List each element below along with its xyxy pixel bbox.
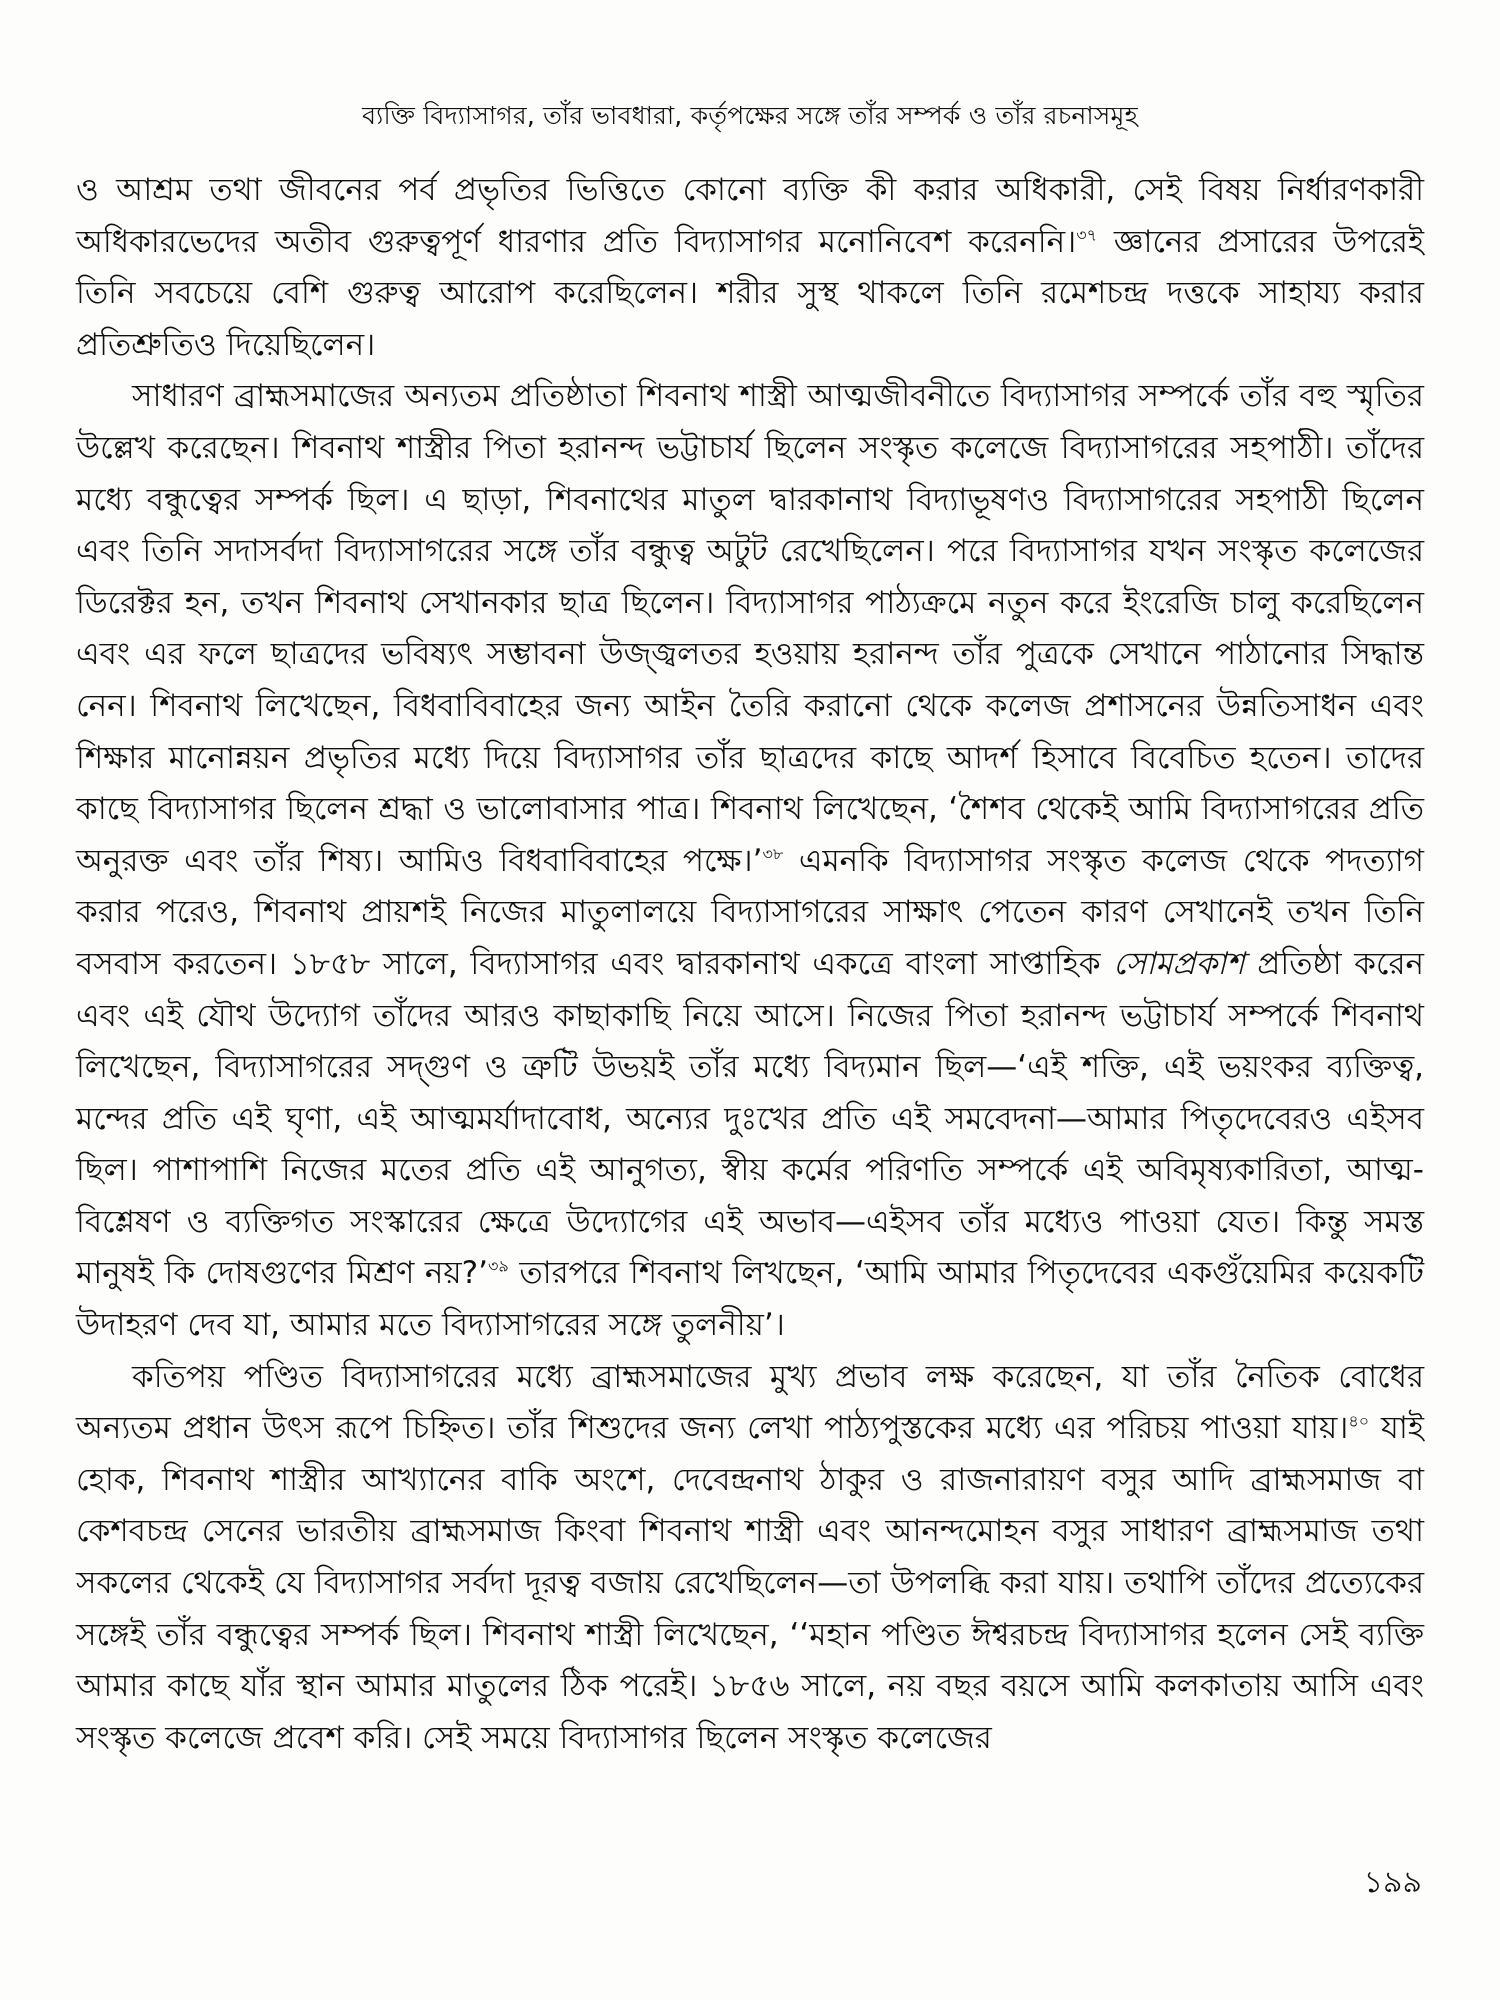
paragraph-text: কতিপয় পণ্ডিত বিদ্যাসাগরের মধ্যে ব্রাহ্মসমাজের মুখ্য প্রভাব লক্ষ করেছেন, যা তাঁর নৈতিক বোধের অন্যতম প্রধান উৎস রূপে চিহ্নিত। তাঁর শিশুদের জন্য লেখা পাঠ্যপুস্তকের মধ্যে এর পরিচয় পাওয়া যায়।: [76, 1358, 1424, 1447]
paragraph-text: তারপরে শিবনাথ লিখছেন, ‘আমি আমার পিতৃদেবের একগুঁয়েমির কয়েকটি উদাহরণ দেব যা, আমার মতে বিদ্যাসাগরের সঙ্গে তুলনীয়’।: [76, 1255, 1424, 1344]
paragraph-text: জ্ঞানের প্রসারের উপরেই তিনি সবচেয়ে বেশি গুরুত্ব আরোপ করেছিলেন। শরীর সুস্থ থাকলে তিনি রমেশচন্দ্র দত্তকে সাহায্য করার প্রতিশ্রুতিও দিয়েছিলেন।: [76, 223, 1424, 363]
body-text: [76, 165, 1424, 1764]
paragraph-text: প্রতিষ্ঠা করেন এবং এই যৌথ উদ্যোগ তাঁদের আরও কাছাকাছি নিয়ে আসে। নিজের পিতা হরানন্দ ভট্টাচার্য সম্পর্কে শিবনাথ লিখেছেন, বিদ্যাসাগরের সদ্‌গুণ ও ত্রুটি উভয়ই তাঁর মধ্যে বিদ্যমান ছিল—‘এই শক্তি, এই ভয়ংকর ব্যক্তিত্ব, মন্দের প্রতি এই ঘৃণা, এই আত্মমর্যাদাবোধ, অন্যের দুঃখের প্রতি এই সমবেদনা—আমার পিতৃদেবেরও এইসব ছিল। পাশাপাশি নিজের মতের প্রতি এই আনুগত্য, স্বীয় কর্মের পরিণতি সম্পর্কে এই অবিমৃষ্যকারিতা, আত্ম-বিশ্লেষণ ও ব্যক্তিগত সংস্কারের ক্ষেত্রে উদ্যোগের এই অভাব—এইসব তাঁর মধ্যেও পাওয়া যেত। কিন্তু সমস্ত মানুষই কি দোষগুণের মিশ্রণ নয়?’: [76, 945, 1424, 1292]
footnote-ref-37: ৩৭: [1076, 225, 1098, 245]
paragraph-1: [76, 165, 1424, 371]
paragraph-text: যাই হোক, শিবনাথ শাস্ত্রীর আখ্যানের বাকি অংশে, দেবেন্দ্রনাথ ঠাকুর ও রাজনারায়ণ বসুর আদি ব্রাহ্মসমাজ বা কেশবচন্দ্র সেনের ভারতীয় ব্রাহ্মসমাজ কিংবা শিবনাথ শাস্ত্রী এবং আনন্দমোহন বসুর সাধারণ ব্রাহ্মসমাজ তথা সকলের থেকেই যে বিদ্যাসাগর সর্বদা দূরত্ব বজায় রেখেছিলেন—তা উপলব্ধি করা যায়। তথাপি তাঁদের প্রত্যেকের সঙ্গেই তাঁর বন্ধুত্বের সম্পর্ক ছিল। শিবনাথ শাস্ত্রী লিখেছেন, ‘‘মহান পণ্ডিত ঈশ্বরচন্দ্র বিদ্যাসাগর হলেন সেই ব্যক্তি আমার কাছে যাঁর স্থান আমার মাতুলের ঠিক পরেই। ১৮৫৬ সালে, নয় বছর বয়সে আমি কলকাতায় আসি এবং সংস্কৃত কলেজে প্রবেশ করি। সেই সময়ে বিদ্যাসাগর ছিলেন সংস্কৃত কলেজের: [76, 1410, 1425, 1756]
footnote-ref-39: ৩৯: [487, 1257, 509, 1277]
paragraph-3: [76, 1352, 1424, 1765]
footnote-ref-40: ৪০: [1348, 1411, 1370, 1431]
page-number: ১৯৯: [1363, 1865, 1422, 1900]
footnote-ref-38: ৩৮: [762, 844, 784, 864]
paragraph-text: ও আশ্রম তথা জীবনের পর্ব প্রভৃতির ভিত্তিতে কোনো ব্যক্তি কী করার অধিকারী, সেই বিষয় নির্ধারণকারী অধিকারভেদের অতীব গুরুত্বপূর্ণ ধারণার প্রতি বিদ্যাসাগর মনোনিবেশ করেননি।: [76, 172, 1424, 260]
paragraph-text: সাধারণ ব্রাহ্মসমাজের অন্যতম প্রতিষ্ঠাতা শিবনাথ শাস্ত্রী আত্মজীবনীতে বিদ্যাসাগর সম্পর্কে তাঁর বহু স্মৃতির উল্লেখ করেছেন। শিবনাথ শাস্ত্রীর পিতা হরানন্দ ভট্টাচার্য ছিলেন সংস্কৃত কলেজে বিদ্যাসাগরের সহপাঠী। তাঁদের মধ্যে বন্ধুত্বের সম্পর্ক ছিল। এ ছাড়া, শিবনাথের মাতুল দ্বারকানাথ বিদ্যাভূষণও বিদ্যাসাগরের সহপাঠী ছিলেন এবং তিনি সদাসর্বদা বিদ্যাসাগরের সঙ্গে তাঁর বন্ধুত্ব অটুট রেখেছিলেন। পরে বিদ্যাসাগর যখন সংস্কৃত কলেজের ডিরেক্টর হন, তখন শিবনাথ সেখানকার ছাত্র ছিলেন। বিদ্যাসাগর পাঠ্যক্রমে নতুন করে ইংরেজি চালু করেছিলেন এবং এর ফলে ছাত্রদের ভবিষ্যৎ সম্ভাবনা উজ্জ্বলতর হওয়ায় হরানন্দ তাঁর পুত্রকে সেখানে পাঠানোর সিদ্ধান্ত নেন। শিবনাথ লিখেছেন, বিধবাবিবাহের জন্য আইন তৈরি করানো থেকে কলেজ প্রশাসনের উন্নতিসাধন এবং শিক্ষার মানোন্নয়ন প্রভৃতির মধ্যে দিয়ে বিদ্যাসাগর তাঁর ছাত্রদের কাছে আদর্শ হিসাবে বিবেচিত হতেন। তাদের কাছে বিদ্যাসাগর ছিলেন শ্রদ্ধা ও ভালোবাসার পাত্র। শিবনাথ লিখেছেন, ‘শৈশব থেকেই আমি বিদ্যাসাগরের প্রতি অনুরক্ত এবং তাঁর শিষ্য। আমিও বিধবাবিবাহের পক্ষে।’: [76, 378, 1424, 879]
running-header: ব্যক্তি বিদ্যাসাগর, তাঁর ভাবধারা, কর্তৃপক্ষের সঙ্গে তাঁর সম্পর্ক ও তাঁর রচনাসমূহ: [362, 101, 1138, 130]
paragraph-2: [76, 371, 1424, 1351]
periodical-title: সোমপ্রকাশ: [1113, 945, 1245, 982]
paragraph-text: এমনকি বিদ্যাসাগর সংস্কৃত কলেজ থেকে পদত্যাগ করার পরেও, শিবনাথ প্রায়শই নিজের মাতুলালয়ে বিদ্যাসাগরের সাক্ষাৎ পেতেন কারণ সেখানেই তখন তিনি বসবাস করতেন। ১৮৫৮ সালে, বিদ্যাসাগর এবং দ্বারকানাথ একত্রে বাংলা সাপ্তাহিক: [76, 842, 1424, 982]
